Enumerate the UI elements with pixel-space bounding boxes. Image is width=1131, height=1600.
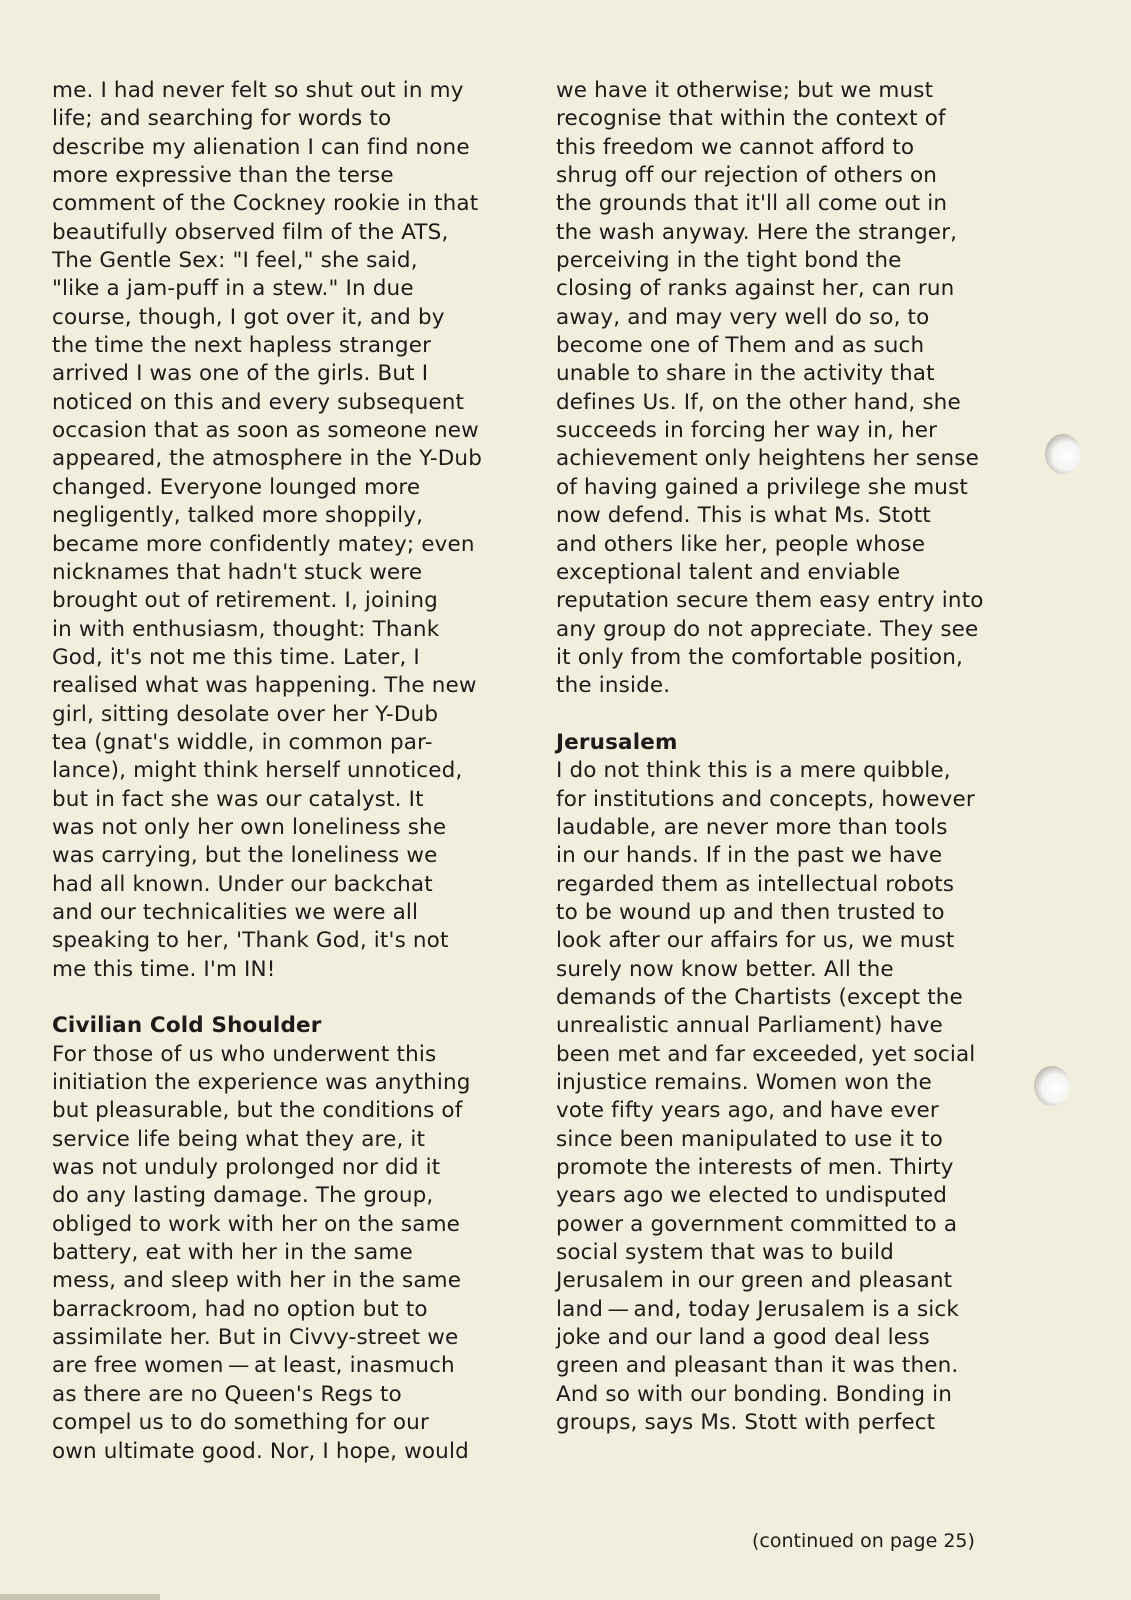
text-line: was not only her own loneliness she <box>52 814 447 840</box>
text-line: and our technicalities we were all <box>52 899 419 925</box>
text-line: are free women — at least, inasmuch <box>52 1353 455 1379</box>
text-line: The Gentle Sex: "I feel," she said, <box>52 248 418 274</box>
text-line: realised what was happening. The new <box>52 673 477 699</box>
text-line: reputation secure them easy entry into <box>556 588 984 614</box>
punch-hole-icon <box>1034 1066 1070 1106</box>
text-line: became more confidently matey; even <box>52 531 475 557</box>
text-line: joke and our land a good deal less <box>556 1325 930 1351</box>
text-line: occasion that as soon as someone new <box>52 418 479 444</box>
text-line: now defend. This is what Ms. Stott <box>556 503 931 529</box>
text-line: barrackroom, had no option but to <box>52 1296 428 1322</box>
text-line: the wash anyway. Here the stranger, <box>556 219 958 245</box>
text-line: since been manipulated to use it to <box>556 1126 943 1152</box>
text-line: me this time. I'm IN! <box>52 956 276 982</box>
text-line: was carrying, but the loneliness we <box>52 843 438 869</box>
heading-jerusalem: Jerusalem <box>556 729 678 755</box>
text-line: Jerusalem in our green and pleasant <box>556 1268 953 1294</box>
punch-hole-icon <box>1045 434 1081 474</box>
text-line: me. I had never felt so shut out in my <box>52 78 464 103</box>
text-line: comment of the Cockney rookie in that <box>52 191 479 217</box>
text-line: describe my alienation I can find none <box>52 134 470 160</box>
text-line: in with enthusiasm, thought: Thank <box>52 616 440 642</box>
text-line: lance), might think herself unnoticed, <box>52 758 463 784</box>
text-line: been met and far exceeded, yet social <box>556 1041 976 1067</box>
text-line: speaking to her, 'Thank God, it's not <box>52 928 449 954</box>
text-line: but pleasurable, but the conditions of <box>52 1098 463 1124</box>
text-line: compel us to do something for our <box>52 1410 429 1436</box>
text-line: we have it otherwise; but we must <box>556 78 934 103</box>
right-column <box>556 77 1026 1438</box>
text-line: "like a jam-puff in a stew." In due <box>52 276 414 302</box>
text-line: unable to share in the activity that <box>556 361 935 387</box>
text-line: groups, says Ms. Stott with perfect <box>556 1410 936 1436</box>
text-line: changed. Everyone lounged more <box>52 474 421 500</box>
text-line: obliged to work with her on the same <box>52 1211 461 1237</box>
right-paragraph-1 <box>556 77 1026 701</box>
text-line: and others like her, people whose <box>556 531 926 557</box>
text-line: green and pleasant than it was then. <box>556 1353 959 1379</box>
text-line: injustice remains. Women won the <box>556 1070 932 1096</box>
text-line: succeeds in forcing her way in, her <box>556 418 938 444</box>
text-line: perceiving in the tight bond the <box>556 248 902 274</box>
text-line: brought out of retirement. I, joining <box>52 588 438 614</box>
text-line: initiation the experience was anything <box>52 1070 471 1096</box>
text-line: social system that was to build <box>556 1240 894 1266</box>
text-line: nicknames that hadn't stuck were <box>52 559 423 585</box>
text-line: closing of ranks against her, can run <box>556 276 955 302</box>
text-line: service life being what they are, it <box>52 1126 426 1152</box>
text-line: mess, and sleep with her in the same <box>52 1268 462 1294</box>
text-line: promote the interests of men. Thirty <box>556 1155 954 1181</box>
text-line: land — and, today Jerusalem is a sick <box>556 1296 959 1322</box>
text-line: tea (gnat's widdle, in common par- <box>52 729 433 755</box>
text-line: life; and searching for words to <box>52 106 392 132</box>
text-line: any group do not appreciate. They see <box>556 616 979 642</box>
text-line: but in fact she was our catalyst. It <box>52 786 424 812</box>
text-line: regarded them as intellectual robots <box>556 871 955 897</box>
left-paragraph-2 <box>52 1041 522 1466</box>
text-line: become one of Them and as such <box>556 333 925 359</box>
left-column <box>52 77 522 1466</box>
continued-note: (continued on page 25) <box>752 1530 975 1552</box>
text-line: away, and may very well do so, to <box>556 304 930 330</box>
text-line: years ago we elected to undisputed <box>556 1183 948 1209</box>
text-line: own ultimate good. Nor, I hope, would <box>52 1438 469 1464</box>
text-line: look after our affairs for us, we must <box>556 928 955 954</box>
text-line: laudable, are never more than tools <box>556 814 948 840</box>
text-line: the time the next hapless stranger <box>52 333 432 359</box>
text-line: of having gained a privilege she must <box>556 474 969 500</box>
text-line: And so with our bonding. Bonding in <box>556 1381 953 1407</box>
text-line: beautifully observed film of the ATS, <box>52 219 449 245</box>
text-line: God, it's not me this time. Later, I <box>52 644 420 670</box>
text-line: girl, sitting desolate over her Y-Dub <box>52 701 439 727</box>
text-line: this freedom we cannot afford to <box>556 134 915 160</box>
text-line: noticed on this and every subsequent <box>52 389 465 415</box>
text-line: exceptional talent and enviable <box>556 559 901 585</box>
text-line: arrived I was one of the girls. But I <box>52 361 429 387</box>
page-edge-shadow <box>0 1594 160 1600</box>
text-line: battery, eat with her in the same <box>52 1240 413 1266</box>
text-line: to be wound up and then trusted to <box>556 899 945 925</box>
heading-civilian-cold-shoulder: Civilian Cold Shoulder <box>52 1013 322 1039</box>
text-line: the grounds that it'll all come out in <box>556 191 948 217</box>
text-line: shrug off our rejection of others on <box>556 163 938 189</box>
text-line: as there are no Queen's Regs to <box>52 1381 402 1407</box>
text-line: course, though, I got over it, and by <box>52 304 445 330</box>
text-line: for institutions and concepts, however <box>556 786 975 812</box>
text-line: achievement only heightens her sense <box>556 446 979 472</box>
text-line: it only from the comfortable position, <box>556 644 963 670</box>
text-line: do any lasting damage. The group, <box>52 1183 434 1209</box>
text-line: For those of us who underwent this <box>52 1041 437 1067</box>
text-line: recognise that within the context of <box>556 106 946 132</box>
text-line: defines Us. If, on the other hand, she <box>556 389 961 415</box>
text-line: surely now know better. All the <box>556 956 894 982</box>
text-line: assimilate her. But in Civvy-street we <box>52 1325 459 1351</box>
text-line: I do not think this is a mere quibble, <box>556 758 951 784</box>
right-paragraph-2 <box>556 757 1026 1437</box>
text-line: in our hands. If in the past we have <box>556 843 943 869</box>
text-line: appeared, the atmosphere in the Y-Dub <box>52 446 483 472</box>
text-line: had all known. Under our backchat <box>52 871 433 897</box>
text-line: more expressive than the terse <box>52 163 394 189</box>
text-line: vote fifty years ago, and have ever <box>556 1098 939 1124</box>
left-paragraph-1 <box>52 77 522 984</box>
text-line: demands of the Chartists (except the <box>556 985 963 1010</box>
text-line: unrealistic annual Parliament) have <box>556 1013 943 1039</box>
text-line: was not unduly prolonged nor did it <box>52 1155 441 1181</box>
text-line: the inside. <box>556 673 671 699</box>
text-line: power a government committed to a <box>556 1211 958 1237</box>
text-line: negligently, talked more shoppily, <box>52 503 424 529</box>
